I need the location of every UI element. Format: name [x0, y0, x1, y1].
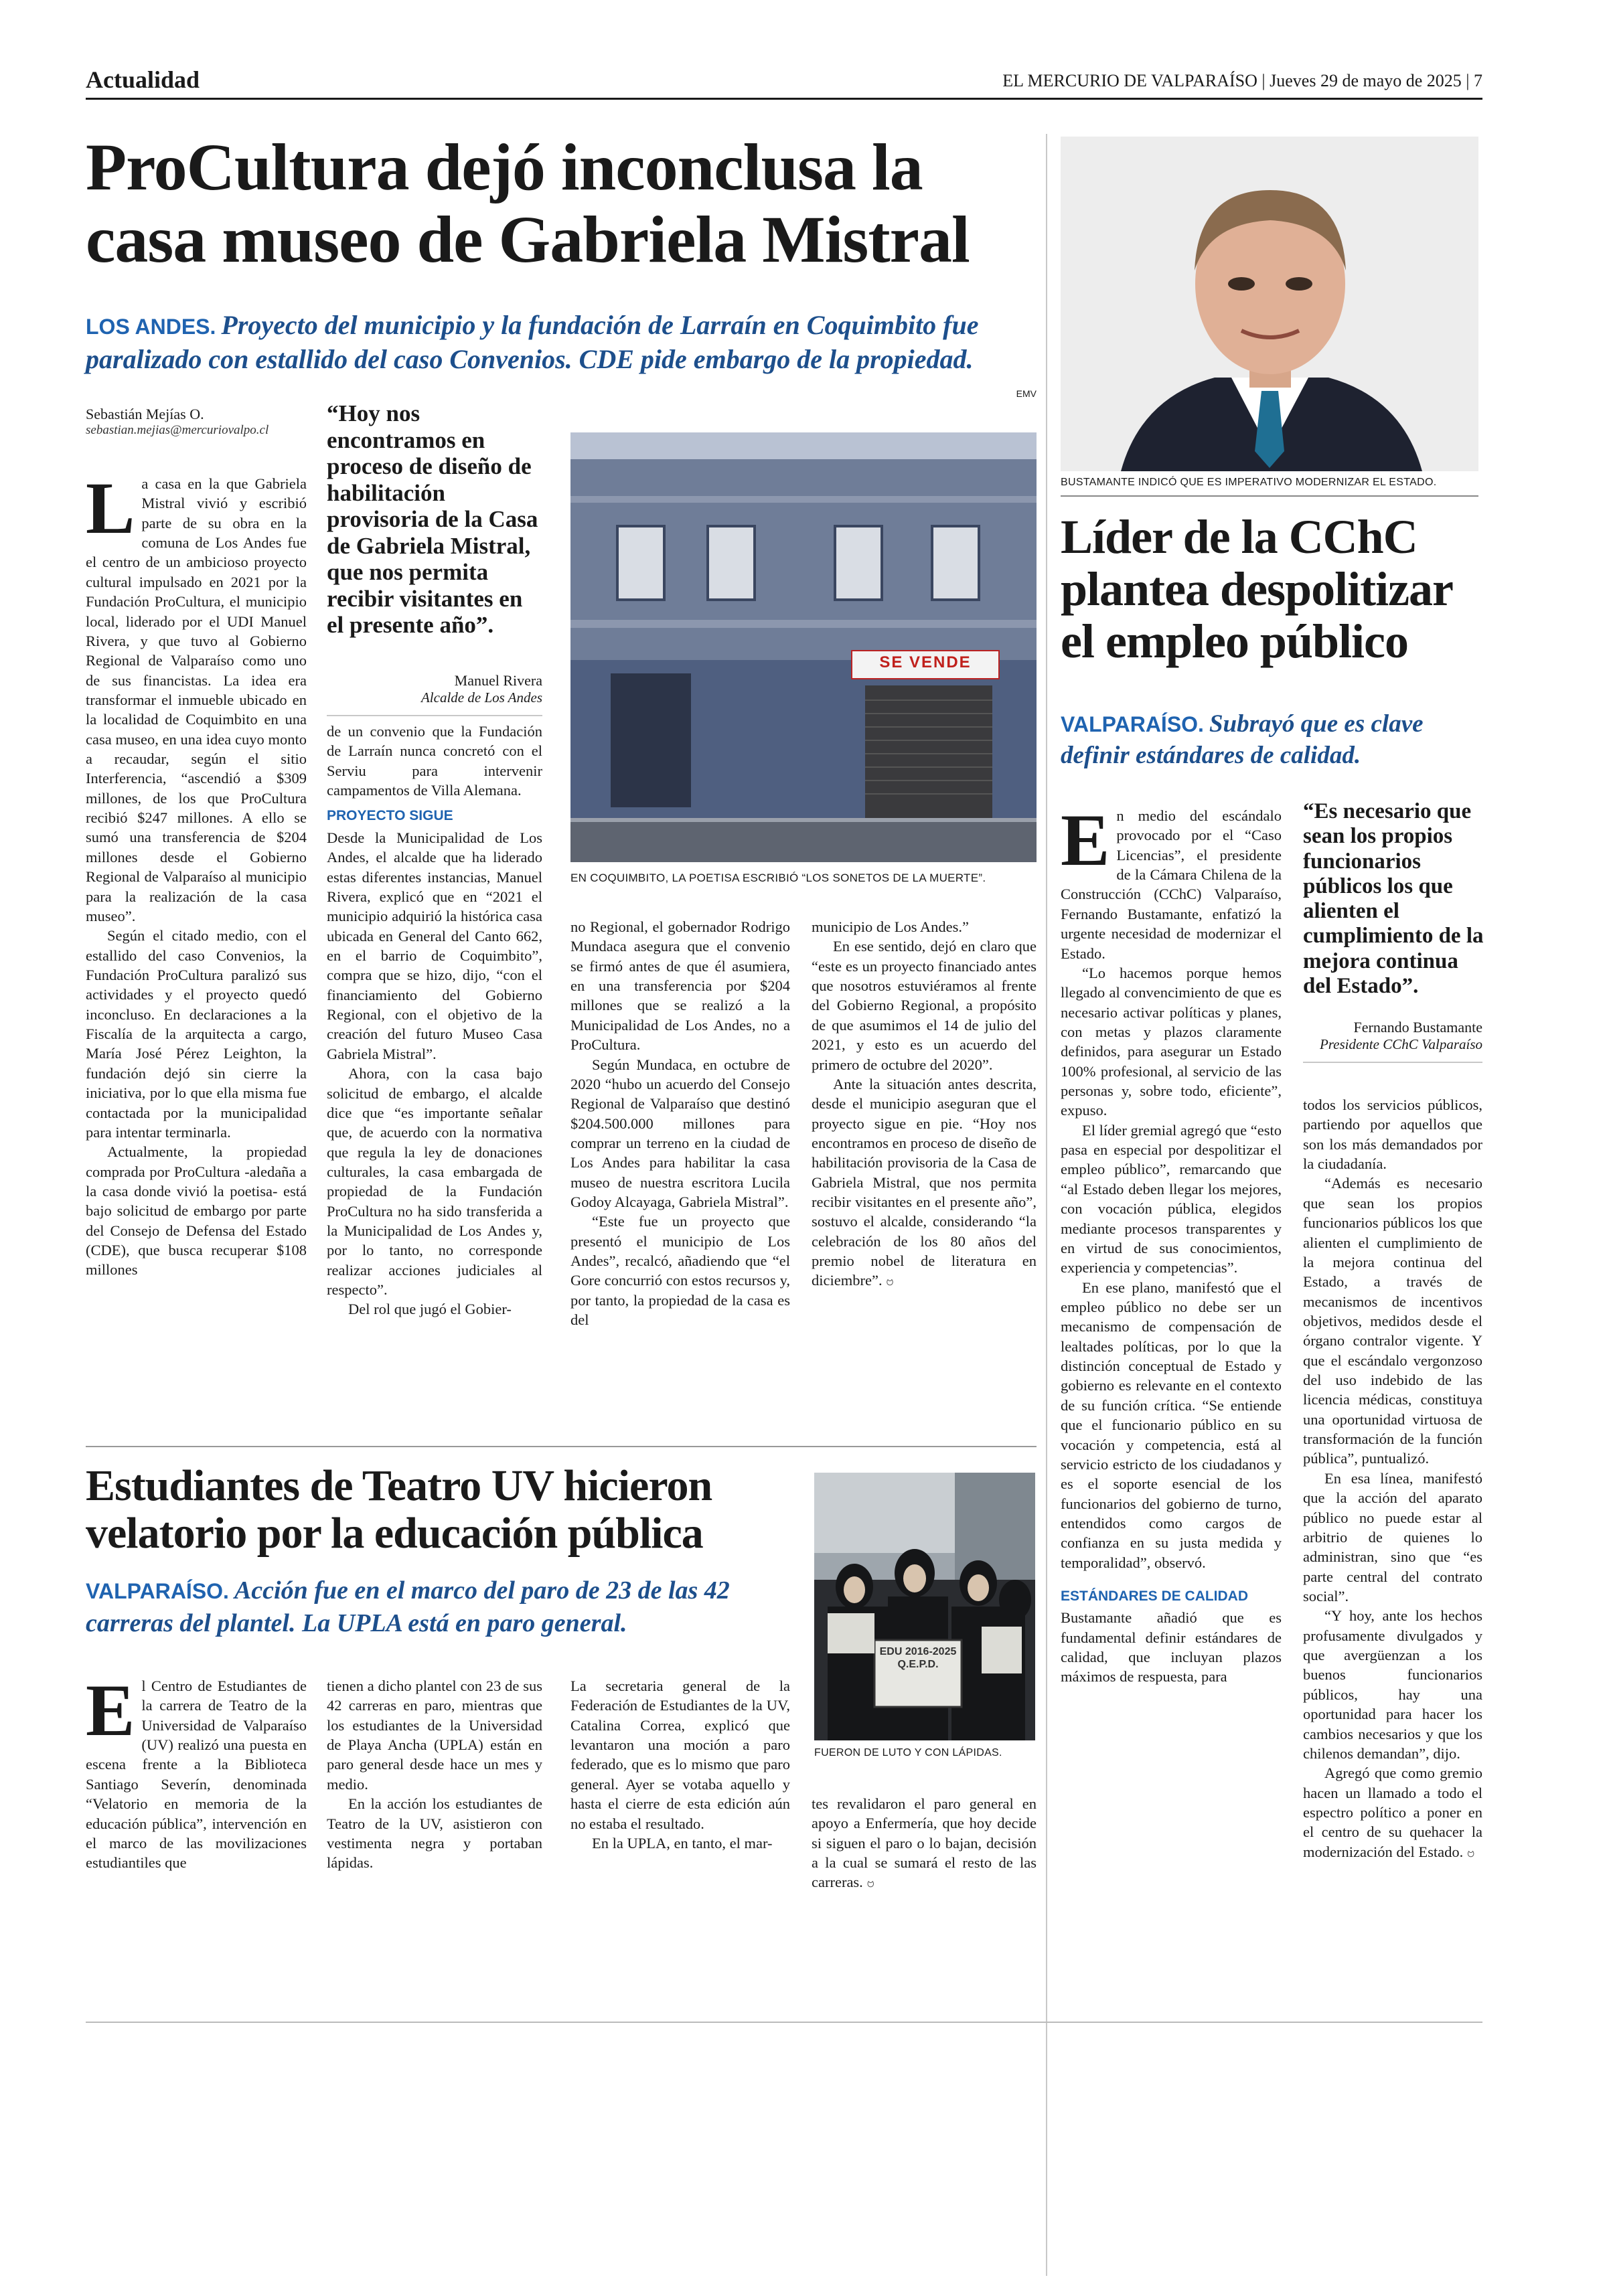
dropcap: E — [86, 1669, 135, 1751]
paragraph: Según Mundaca, en octubre de 2020 “hubo un acuerdo del Consejo Regional de Valparaíso que destinó $204.500.000 millones para comprar un terreno en la ciudad de Los Andes para habilitar la casa museo de nuestra escritora Lucila Godoy Alcayaga, Gabriela Mistral”. — [570, 1056, 790, 1211]
paragraph: “Lo hacemos porque hemos llegado al convencimiento de que es necesario activar políticas y planes, con metas y plazos claramente definidos, para asegurar un Estado 100% profesional, al servicio de las personas y, sobre todo, eficiente”, expuso. — [1061, 964, 1282, 1119]
paragraph: “Además es necesario que sean los propios funcionarios públicos los que alienten el cumplimiento de la mejora continua del Estado, a través de mecanismos de incentivos objetivos, medidos desde el órgano contralor vigente. Y que el escándalo vergonzoso del uso indebido de las licencia médicas, constituya una oportunidad virtuosa de transformación de la función pública”, puntualizó. — [1303, 1175, 1482, 1467]
article3-column-1 — [86, 1669, 307, 1873]
article1-quote-attribution — [327, 672, 542, 706]
article2-headline-line1: Líder de la CChC — [1061, 510, 1418, 564]
article1-column-4 — [812, 917, 1037, 1291]
quote-role: Alcalde de Los Andes — [420, 689, 542, 706]
article2-headline — [1061, 511, 1489, 667]
students-photo-caption: FUERON DE LUTO Y CON LÁPIDAS. — [814, 1747, 1002, 1758]
paragraph: de un convenio que la Fundación de Larraín nunca concretó con el Serviu para intervenir campamentos de Villa Alemana. — [327, 723, 542, 799]
paragraph: Ahora, con la casa bajo solicitud de embargo, el alcalde dice que “es importante señalar que, de acuerdo con la normativa que regula la ley de donaciones culturales, la casa embargada de propiedad de la Fundación ProCultura no ha sido transferida a la Municipalidad de Los Andes y, por lo tanto, no corresponde realizar acciones judiciales al respecto”. — [327, 1065, 542, 1299]
paragraph: no Regional, el gobernador Rodrigo Mundaca asegura que el convenio se firmó antes de que él asumiera, en una transferencia por $204 millones que se realizó a la Municipalidad de Los Andes, no a ProCultura. — [570, 918, 790, 1054]
house-photo — [570, 432, 1037, 862]
article3-lead-text: Acción fue en el marco del paro de 23 de las 42 carreras del plantel. La UPLA está en paro general. — [86, 1576, 730, 1637]
column-divider — [1046, 134, 1047, 2276]
paragraph: Según el citado medio, con el estallido del caso Convenios, la Fundación ProCultura paralizó sus actividades y el proyecto quedó inconcluso. En declaraciones a la Fiscalía de la arquitecta a cargo, María José Pérez Leighton, la fundación dejó sin cierre la iniciativa, por lo que ella misma fue contactada por la municipalidad para intentar terminarla. — [86, 927, 307, 1141]
article2-headline-line2: plantea despolitizar — [1061, 562, 1453, 616]
article1-column-1 — [86, 467, 307, 1280]
article1-headline-line2: casa museo de Gabriela Mistral — [86, 202, 970, 276]
portrait-rule — [1061, 495, 1478, 497]
subhead-proyecto-sigue: PROYECTO SIGUE — [327, 808, 453, 824]
quote-author: Manuel Rivera — [454, 672, 542, 689]
house-photo-caption: EN COQUIMBITO, LA POETISA ESCRIBIÓ “LOS SONETOS DE LA MUERTE”. — [570, 872, 986, 884]
paragraph: Bustamante añadió que es fundamental definir estándares de calidad, que incluyan plazos máximos de respuesta, para — [1061, 1609, 1282, 1686]
paragraph-text: tes revalidaron el paro general en apoyo a Enfermería, que hoy decide si siguen el paro o lo bajan, decisión a la cual se sumará el resto de las carreras. — [812, 1795, 1037, 1891]
masthead: EL MERCURIO DE VALPARAÍSO | Jueves 29 de mayo de 2025 | 7 — [1002, 71, 1482, 90]
article1-column-3 — [570, 917, 790, 1330]
paragraph — [812, 1794, 1037, 1892]
students-photo — [814, 1473, 1035, 1740]
paragraph — [1303, 1763, 1482, 1862]
quote-author: Fernando Bustamante — [1353, 1019, 1482, 1036]
article2-column-2 — [1303, 1095, 1482, 1862]
paragraph: n medio del escándalo provocado por el “Caso Licencias”, el presidente de la Cámara Chilena de la Construcción (CChC) Valparaíso, Fernando Bustamante, enfatizó la urgente necesidad de modernizar el Estado. — [1061, 807, 1282, 962]
students-photo-image — [814, 1473, 1035, 1740]
article3-top-rule — [86, 1446, 1037, 1447]
paragraph: municipio de Los Andes.” — [812, 918, 969, 935]
article2-quote-attribution — [1303, 1019, 1482, 1053]
paragraph: En esa línea, manifestó que la acción del aparato público no puede estar al arbitrio de quienes lo administran, sino que “es parte central del contrato social”. — [1303, 1469, 1482, 1605]
portrait-image — [1061, 137, 1478, 471]
article1-kicker: LOS ANDES. — [86, 315, 216, 339]
byline-email: sebastian.mejias@mercuriovalpo.cl — [86, 423, 269, 437]
article2-lead-text: Subrayó que es clave definir estándares de calidad. — [1061, 710, 1424, 770]
page-bottom-rule — [86, 2022, 1482, 2023]
paragraph: En ese plano, manifestó que el empleo público no debe ser un mecanismo de compensación de lealtades políticas, por lo que la distinción conceptual de Estado y gobierno es relevante en el contexto de su función crítica. “Se entiende que el funcionario público en su vocación y competencia, está al servicio estricto de los ciudadanos y es el soporte esencial de los funcionarios del gobierno de turno, entendidos como cargos de confianza en su justa medida y temporalidad”, observó. — [1061, 1279, 1282, 1571]
bustamante-portrait — [1061, 137, 1478, 471]
article1-column-2 — [327, 722, 542, 1319]
article1-pull-quote: “Hoy nos encontramos en proceso de diseño de habilitación provisoria de la Casa de Gabriela Mistral, que nos permita recibir visitantes en el presente año”. — [327, 400, 538, 639]
tombstone-sign: EDU 2016-2025 Q.E.P.D. — [879, 1646, 957, 1671]
article1-headline-line1: ProCultura dejó inconclusa la — [86, 130, 923, 204]
article3-headline-line2: velatorio por la educación pública — [86, 1509, 703, 1558]
article3-column-2 — [327, 1676, 542, 1873]
paragraph: “Este fue un proyecto que presentó el municipio de Los Andes”, recalcó, añadiendo que “el Gore concurrió con estos recursos y, por tanto, la propiedad de la casa es del — [570, 1213, 790, 1329]
header-rule — [86, 98, 1482, 100]
article1-lead — [86, 308, 1037, 376]
end-mark-icon: ဗ — [1466, 1843, 1475, 1860]
for-sale-sign: SE VENDE — [879, 653, 972, 671]
paragraph: En la UPLA, en tanto, el mar- — [592, 1834, 773, 1852]
paragraph: Del rol que jugó el Gobier- — [348, 1301, 512, 1318]
article1-headline — [86, 131, 1037, 276]
paragraph: l Centro de Estudiantes de la carrera de Teatro de la Universidad de Valparaíso (UV) realizó una puesta en escena frente a la Biblioteca Santiago Severín, denominada “Velatorio en memoria de la educación pública”, intervención en el marco de las movilizaciones estudiantiles que — [86, 1677, 307, 1872]
article3-headline — [86, 1462, 795, 1558]
photo-credit: EMV — [1016, 388, 1037, 399]
quote-rule — [1303, 1062, 1482, 1063]
end-mark-icon: ဗ — [886, 1273, 894, 1289]
house-photo-image — [570, 432, 1037, 862]
article3-headline-line1: Estudiantes de Teatro UV hicieron — [86, 1461, 712, 1510]
paragraph: La secretaria general de la Federación de Estudiantes de la UV, Catalina Correa, explicó que levantaron una moción a paro federado, que es lo mismo que paro general. Ayer se votaba aquello y hasta el cierre de esta edición aún no estaba el resultado. — [570, 1677, 790, 1832]
paragraph: tienen a dicho plantel con 23 de sus 42 carreras en paro, mientras que los estudiantes de la Universidad de Playa Ancha (UPLA) están en paro general desde hace un mes y medio. — [327, 1677, 542, 1793]
portrait-caption: BUSTAMANTE INDICÓ QUE ES IMPERATIVO MODERNIZAR EL ESTADO. — [1061, 477, 1437, 488]
dropcap: E — [1061, 799, 1110, 881]
paragraph: todos los servicios públicos, partiendo por aquellos que son los más demandados por la ciudadanía. — [1303, 1096, 1482, 1173]
article2-pull-quote: “Es necesario que sean los propios funcionarios públicos los que alienten el cumplimiento de la mejora continua del Estado”. — [1303, 799, 1484, 998]
article3-kicker: VALPARAÍSO. — [86, 1579, 229, 1603]
subhead-estandares: ESTÁNDARES DE CALIDAD — [1061, 1588, 1249, 1605]
dropcap: L — [86, 467, 135, 549]
section-label: Actualidad — [86, 66, 200, 93]
paragraph: En ese sentido, dejó en claro que “este es un proyecto financiado antes que nosotros estuviéramos al frente del Gobierno Regional, a propósito de que asumimos el 14 de julio del 2021, y esto es un acuerdo del primero de octubre del 2020”. — [812, 938, 1037, 1073]
article2-headline-line3: el empleo público — [1061, 614, 1408, 668]
paragraph: En la acción los estudiantes de Teatro de la UV, asistieron con vestimenta negra y portaban lápidas. — [327, 1795, 542, 1872]
article3-lead — [86, 1574, 802, 1639]
paragraph-text: Agregó que como gremio hacen un llamado a todo el espectro político a poner en el centro de su quehacer la modernización del Estado. — [1303, 1765, 1482, 1860]
end-mark-icon: ဗ — [866, 1874, 874, 1891]
paragraph-text: Ante la situación antes descrita, desde el municipio aseguran que el proyecto sigue en pie. “Hoy nos encontramos en proceso de diseño de habilitación provisoria de la Casa de Gabriela Mistral, que nos permita recibir visitantes en el presente año”, sostuvo el alcalde, considerando “la celebración de los 80 años del premio nobel de literatura en diciembre”. — [812, 1075, 1037, 1289]
quote-role: Presidente CChC Valparaíso — [1319, 1036, 1482, 1052]
article1-byline — [86, 406, 307, 438]
article3-column-4 — [812, 1794, 1037, 1892]
paragraph: “Y hoy, ante los hechos profusamente divulgados y que avergüenzan a los buenos funcionarios públicos, hay una oportunidad para hacer los cambios necesarios y que los chilenos demandan”, dijo. — [1303, 1607, 1482, 1762]
article2-kicker: VALPARAÍSO. — [1061, 712, 1204, 736]
article1-lead-text: Proyecto del municipio y la fundación de Larraín en Coquimbito fue paralizado con estallido del caso Convenios. CDE pide embargo de la propiedad. — [86, 310, 979, 375]
paragraph: El líder gremial agregó que “esto pasa en especial por despolitizar el empleo público”, remarcando que “al Estado deben llegar los mejores, con vocación pública, elegidos mediante procesos transparentes y en virtud de sus conocimientos, experiencia y competencias”. — [1061, 1121, 1282, 1277]
article3-column-3 — [570, 1676, 790, 1853]
byline-name: Sebastián Mejías O. — [86, 406, 204, 422]
article2-column-1 — [1061, 799, 1282, 1687]
quote-rule — [327, 715, 542, 716]
paragraph: Desde la Municipalidad de Los Andes, el alcalde que ha liderado estas diferentes instancias, Manuel Rivera, explicó que en “2021 el municipio adquirió la histórica casa ubicada en General del Canto 662, en el barrio de Coquimbito”, compra que se hizo, dijo, “con el financiamiento del Gobierno Regional, con el objetivo de la creación del futuro Museo Casa Gabriela Mistral”. — [327, 829, 542, 1062]
paragraph: Actualmente, la propiedad comprada por ProCultura -aledaña a la casa donde vivió la poetisa- está bajo solicitud de embargo por parte del Consejo de Defensa del Estado (CDE), que busca recuperar $108 millones — [86, 1143, 307, 1279]
article2-lead — [1061, 708, 1489, 772]
paragraph — [812, 1074, 1037, 1291]
paragraph: a casa en la que Gabriela Mistral vivió y escribió parte de su obra en la comuna de Los Andes fue el centro de un ambicioso proyecto cultural impulsado en 2021 por la Fundación ProCultura, el municipio local, liderado por el UDI Manuel Rivera, y que tuvo al Gobierno Regional de Valparaíso como uno de sus financistas. La idea era transformar el inmueble ubicado en la localidad de Coquimbito en una casa museo, en una idea cuyo monto a recaudar, según el sitio Interferencia, “ascendió a $309 millones, de los que ProCultura recibió $247 millones. A ello se sumó una transferencia de $204 millones desde el Gobierno Regional de Valparaíso al municipio para la realización de la casa museo”. — [86, 475, 307, 924]
